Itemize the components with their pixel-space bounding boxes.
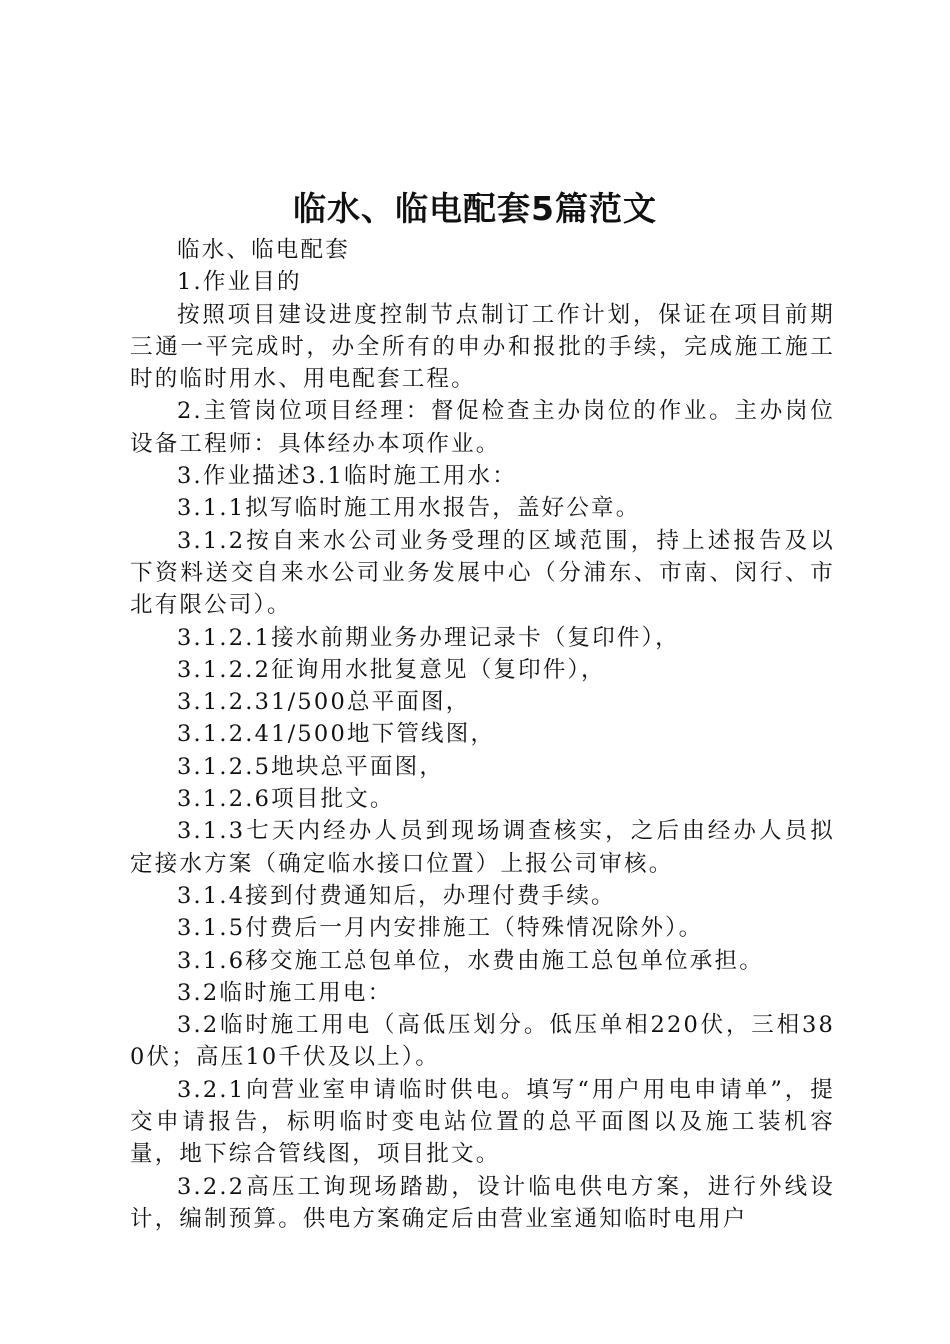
paragraph: 3.1.2.41/500地下管线图， — [177, 721, 496, 748]
paragraph: 3.1.2.1接水前期业务办理记录卡（复印件）， — [177, 624, 680, 651]
paragraph: 1.作业目的 — [177, 269, 302, 296]
paragraph: 3.2.1向营业室申请临时供电。填写“用户用电申请单”，提交申请报告，标明临时变电站位置的总平面图以及施工装机容量，地下综合管线图，项目批文。 — [130, 1076, 835, 1168]
paragraph: 3.2.2高压工询现场踏勘，设计临电供电方案，进行外线设计，编制预算。供电方案确定后由营业室通知临时电用户 — [130, 1173, 835, 1232]
paragraph: 3.1.3七天内经办人员到现场调查核实，之后由经办人员拟定接水方案（确定临水接口位置）上报公司审核。 — [130, 818, 835, 877]
paragraph: 3.1.2.31/500总平面图， — [177, 689, 471, 716]
paragraph: 3.1.5付费后一月内安排施工（特殊情况除外）。 — [177, 915, 704, 942]
paragraph: 3.2临时施工用电： — [177, 979, 393, 1006]
paragraph: 3.2临时施工用电（高低压划分。低压单相220伏，三相380伏；高压10千伏及以上）。 — [130, 1012, 835, 1071]
paragraph: 按照项目建设进度控制节点制订工作计划，保证在项目前期三通一平完成时，办全所有的申办和报批的手续，完成施工施工时的临时用水、用电配套工程。 — [130, 301, 835, 393]
paragraph: 3.1.2.2征询用水批复意见（复印件）， — [177, 656, 606, 683]
paragraph: 3.1.1拟写临时施工用水报告，盖好公章。 — [177, 495, 641, 522]
paragraph: 3.1.2按自来水公司业务受理的区域范围，持上述报告及以下资料送交自来水公司业务发展中心（分浦东、市南、闵行、市北有限公司）。 — [130, 527, 835, 619]
paragraph: 临水、临电配套 — [177, 237, 350, 263]
paragraph: 3.1.4接到付费通知后，办理付费手续。 — [177, 882, 616, 909]
paragraph: 3.1.2.5地块总平面图， — [177, 753, 445, 780]
paragraph: 3.1.6移交施工总包单位，水费由施工总包单位承担。 — [177, 947, 764, 974]
document-body — [130, 234, 835, 1235]
paragraph: 3.1.2.6项目批文。 — [177, 786, 395, 813]
paragraph: 2.主管岗位项目经理：督促检查主办岗位的作业。主办岗位设备工程师：具体经办本项作业。 — [130, 398, 835, 457]
paragraph: 3.作业描述3.1临时施工用水： — [177, 463, 517, 490]
document-title: 临水、临电配套5篇范文 — [293, 189, 657, 228]
